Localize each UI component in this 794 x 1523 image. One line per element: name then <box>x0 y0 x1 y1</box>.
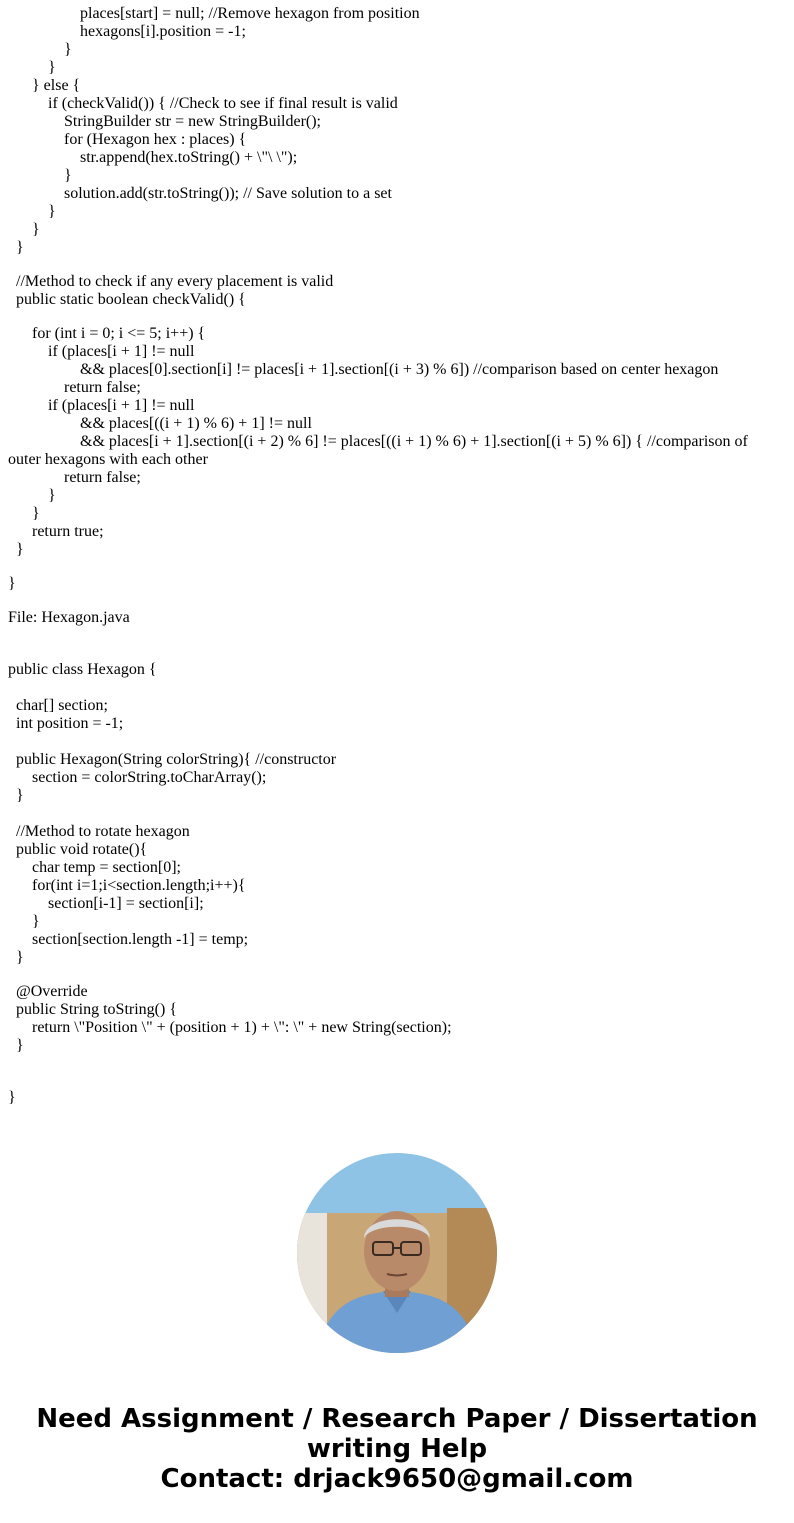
code-line: } <box>48 203 56 220</box>
code-line: for(int i=1;i<section.length;i++){ <box>32 877 246 894</box>
code-line: public void rotate(){ <box>16 841 148 858</box>
promo-contact: Contact: drjack9650@gmail.com <box>160 1464 634 1494</box>
code-line: } <box>64 167 72 184</box>
code-line: } <box>48 59 56 76</box>
promo-banner <box>0 1404 794 1494</box>
code-line: } <box>32 221 40 238</box>
code-line: return \"Position \" + (position + 1) + \": \" + new String(section); <box>32 1019 452 1036</box>
code-line: solution.add(str.toString()); // Save solution to a set <box>64 185 392 202</box>
code-line: && places[i + 1].section[(i + 2) % 6] != places[((i + 1) % 6) + 1].section[(i + 5) % 6]) { //comparison of <box>80 433 748 450</box>
code-line: } <box>48 487 56 504</box>
code-line: int position = -1; <box>16 715 124 732</box>
code-line: char temp = section[0]; <box>32 859 181 876</box>
code-line: } <box>16 1037 24 1054</box>
code-line: } <box>64 41 72 58</box>
code-line: } else { <box>32 77 81 94</box>
code-line: } <box>8 1089 16 1106</box>
code-line: return false; <box>64 379 141 396</box>
code-line: } <box>16 787 24 804</box>
code-line: && places[0].section[i] != places[i + 1].section[(i + 3) % 6]) //comparison based on center hexagon <box>80 361 719 378</box>
code-line: } <box>16 949 24 966</box>
code-line: for (int i = 0; i <= 5; i++) { <box>32 325 206 342</box>
code-line: section[section.length -1] = temp; <box>32 931 249 948</box>
code-line: str.append(hex.toString() + \"\ \"); <box>80 149 298 166</box>
code-line: if (places[i + 1] != null <box>48 397 195 414</box>
author-avatar <box>297 1153 497 1353</box>
code-line: public String toString() { <box>16 1001 178 1018</box>
code-line: } <box>16 541 24 558</box>
code-line: places[start] = null; //Remove hexagon from position <box>80 5 420 22</box>
code-line: File: Hexagon.java <box>8 609 130 626</box>
code-line: for (Hexagon hex : places) { <box>64 131 247 148</box>
code-line: //Method to check if any every placement is valid <box>16 273 334 290</box>
code-line: if (checkValid()) { //Check to see if final result is valid <box>48 95 398 112</box>
code-line: outer hexagons with each other <box>8 451 208 468</box>
person-photo-icon <box>297 1153 497 1353</box>
promo-line-2: writing Help <box>306 1434 488 1464</box>
code-line: section = colorString.toCharArray(); <box>32 769 267 786</box>
code-line: return false; <box>64 469 141 486</box>
code-line: char[] section; <box>16 697 108 714</box>
code-line: section[i-1] = section[i]; <box>48 895 204 912</box>
code-line: } <box>8 575 16 592</box>
code-line: public Hexagon(String colorString){ //constructor <box>16 751 337 768</box>
code-line: public class Hexagon { <box>8 661 157 678</box>
code-line: StringBuilder str = new StringBuilder(); <box>64 113 321 130</box>
code-line: && places[((i + 1) % 6) + 1] != null <box>80 415 312 432</box>
promo-line-1: Need Assignment / Research Paper / Dissertation <box>36 1404 758 1434</box>
code-line: } <box>32 505 40 522</box>
code-line: public static boolean checkValid() { <box>16 291 246 308</box>
code-line: } <box>16 239 24 256</box>
code-line: } <box>32 913 40 930</box>
code-line: hexagons[i].position = -1; <box>80 23 246 40</box>
code-line: if (places[i + 1] != null <box>48 343 195 360</box>
code-line: return true; <box>32 523 104 540</box>
code-line: @Override <box>16 983 88 1000</box>
code-line: //Method to rotate hexagon <box>16 823 190 840</box>
